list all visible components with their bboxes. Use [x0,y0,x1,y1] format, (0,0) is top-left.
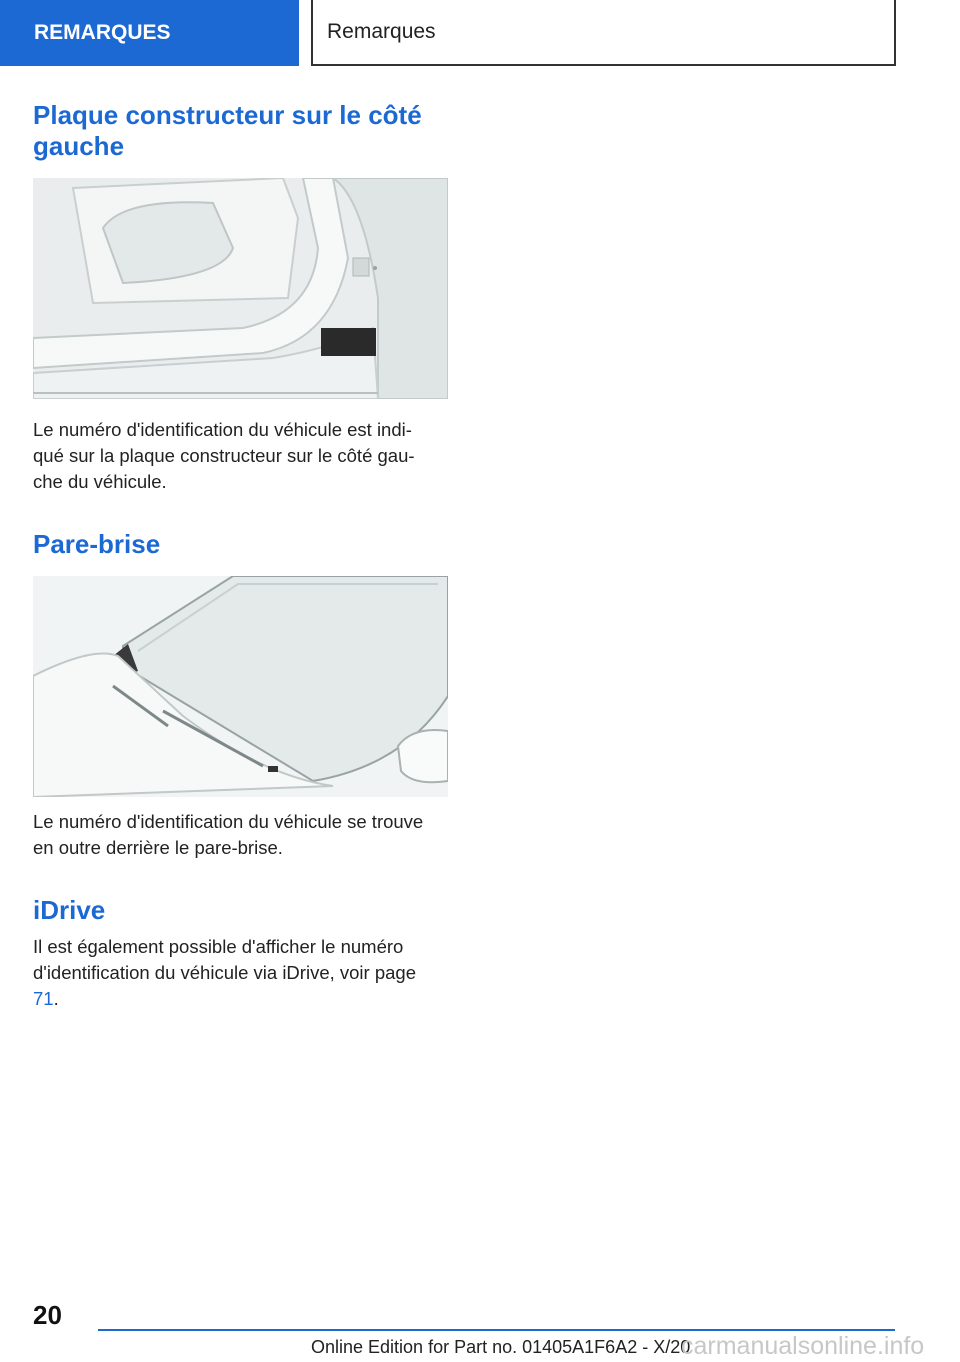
heading-pare-brise: Pare-brise [33,529,161,559]
heading-plaque-constructeur: Plaque constructeur sur le côté gauche [33,100,422,161]
chapter-tab [0,0,299,66]
footer-divider [98,1329,895,1331]
page-number: 20 [33,1300,62,1330]
paragraph-pare-brise: Le numéro d'identification du véhicule se trouve en outre derrière le pare-brise. [33,811,424,858]
section-title: Remarques [327,20,436,43]
footer-edition: Online Edition for Part no. 01405A1F6A2 - X/20 [311,1337,691,1357]
windshield-illustration [33,576,448,797]
paragraph-idrive [33,934,433,1012]
watermark: carmanualsonline.info [681,1332,925,1360]
paragraph-idrive-text: Il est également possible d'afficher le numéro d'identification du véhicule via iDrive, voir page [33,936,416,983]
paragraph-idrive-end: . [53,988,59,1009]
door-sill-illustration [33,178,448,399]
page-link-71[interactable]: 71 [33,988,54,1009]
paragraph-plaque-constructeur: Le numéro d'identification du véhicule est indi-qué sur la plaque constructeur sur le côté gau-che du véhicule. [33,419,415,492]
heading-idrive: iDrive [33,895,106,925]
page-content [33,100,448,1012]
section-header [311,0,896,66]
chapter-tab-label: REMARQUES [34,21,171,44]
